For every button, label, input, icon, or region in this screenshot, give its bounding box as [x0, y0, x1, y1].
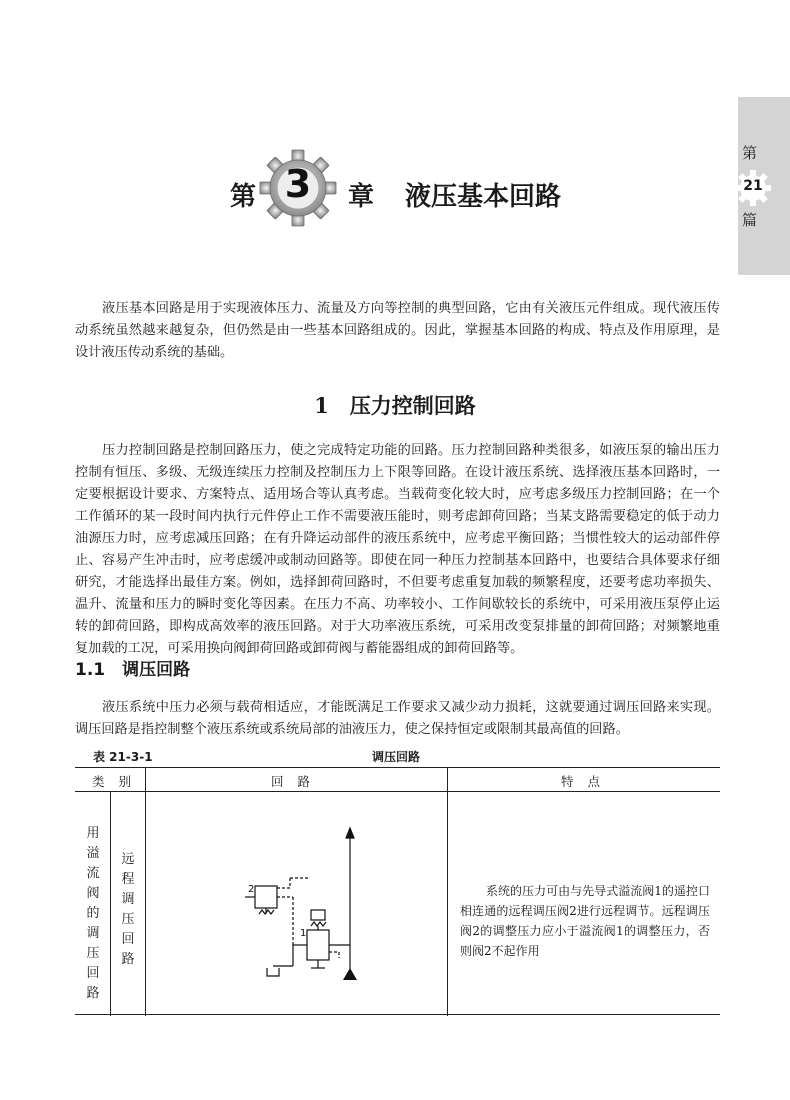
part-label-top: 第	[742, 144, 758, 162]
subsection-heading: 1.1 调压回路	[75, 660, 191, 680]
row-subcategory: 远程调压回路	[121, 852, 135, 967]
table-divider	[447, 768, 448, 1016]
table-number: 表 21-3-1	[93, 750, 153, 764]
part-side-tab	[738, 97, 790, 275]
part-label-bottom: 篇	[742, 211, 758, 229]
chapter-prefix: 第	[230, 182, 257, 212]
section-paragraph: 压力控制回路是控制回路压力，使之完成特定功能的回路。压力控制回路种类很多，如液压泵的输出压力控制有恒压、多级、无级连续压力控制及控制压力上下限等回路。在设计液压系统、选择液压基本回路时，一定要根据设计要求、方案特点、适用场合等认真考虑。当载荷变化较大时，应考虑多级压力控制回路；在一个工作循环的某一段时间内执行元件停止工作不需要液压能时，则考虑卸荷回路；当某支路需要稳定的低于动力油源压力时，应考虑减压回路；在有升降运动部件的液压系统中，应考虑平衡回路；当惯性较大的运动部件停止、容易产生冲击时，应考虑缓冲或制动回路等。即使在同一种压力控制基本回路中，也要结合具体要求仔细研究，才能选择出最佳方案。例如，选择卸荷回路时，不但要考虑重复加载的频繁程度，还要考虑功率损失、温升、流量和压力的瞬时变化等因素。在压力不高、功率较小、工作间歇较长的系统中，可采用液压泵停止运转的卸荷回路，即构成高效率的液压回路。对于大功率液压系统，可采用改变泵排量的卸荷回路；对频繁地重复加载的工况，可采用换向阀卸荷回路或卸荷阀与蓄能器组成的卸荷回路等。	[75, 443, 720, 656]
header-category: 类别	[92, 774, 146, 789]
table-divider	[145, 768, 146, 1016]
row-category: 用溢流阀的调压回路	[86, 826, 100, 1001]
part-number: 21	[743, 178, 763, 194]
chapter-title: 液压基本回路	[405, 182, 562, 212]
intro-paragraph: 液压基本回路是用于实现液体压力、流量及方向等控制的典型回路，它由有关液压元件组成。现代液压传动系统虽然越来越复杂，但仍然是由一些基本回路组成的。因此，掌握基本回路的构成、特点及作用原理，是设计液压传动系统的基础。	[75, 301, 720, 360]
chapter-number: 3	[284, 162, 312, 206]
header-circuit: 回路	[271, 774, 325, 789]
row-feature: 系统的压力可由与先导式溢流阀1的遥控口相连通的远程调压阀2进行远程调节。远程调压阀2的调整压力应小于溢流阀1的调整压力，否则阀2不起作用	[460, 884, 710, 958]
table-header-row	[75, 768, 720, 792]
table-divider	[110, 792, 111, 1016]
section-heading: 1 压力控制回路	[314, 393, 476, 418]
part-gear-icon	[734, 169, 772, 207]
header-feature: 特点	[561, 774, 615, 789]
subsection-paragraph: 液压系统中压力必须与载荷相适应，才能既满足工作要求又减少动力损耗，这就要通过调压回路来实现。调压回路是指控制整个液压系统或系统局部的油液压力，使之保持恒定或限制其最高值的回路。	[75, 700, 720, 737]
valve-2-label: 2	[248, 884, 255, 895]
remote-pressure-circuit-diagram	[215, 818, 395, 998]
table-name: 调压回路	[372, 750, 421, 764]
chapter-suffix: 章	[348, 182, 375, 212]
valve-1-label: 1	[300, 928, 307, 939]
pressure-circuit-table	[75, 767, 720, 1015]
